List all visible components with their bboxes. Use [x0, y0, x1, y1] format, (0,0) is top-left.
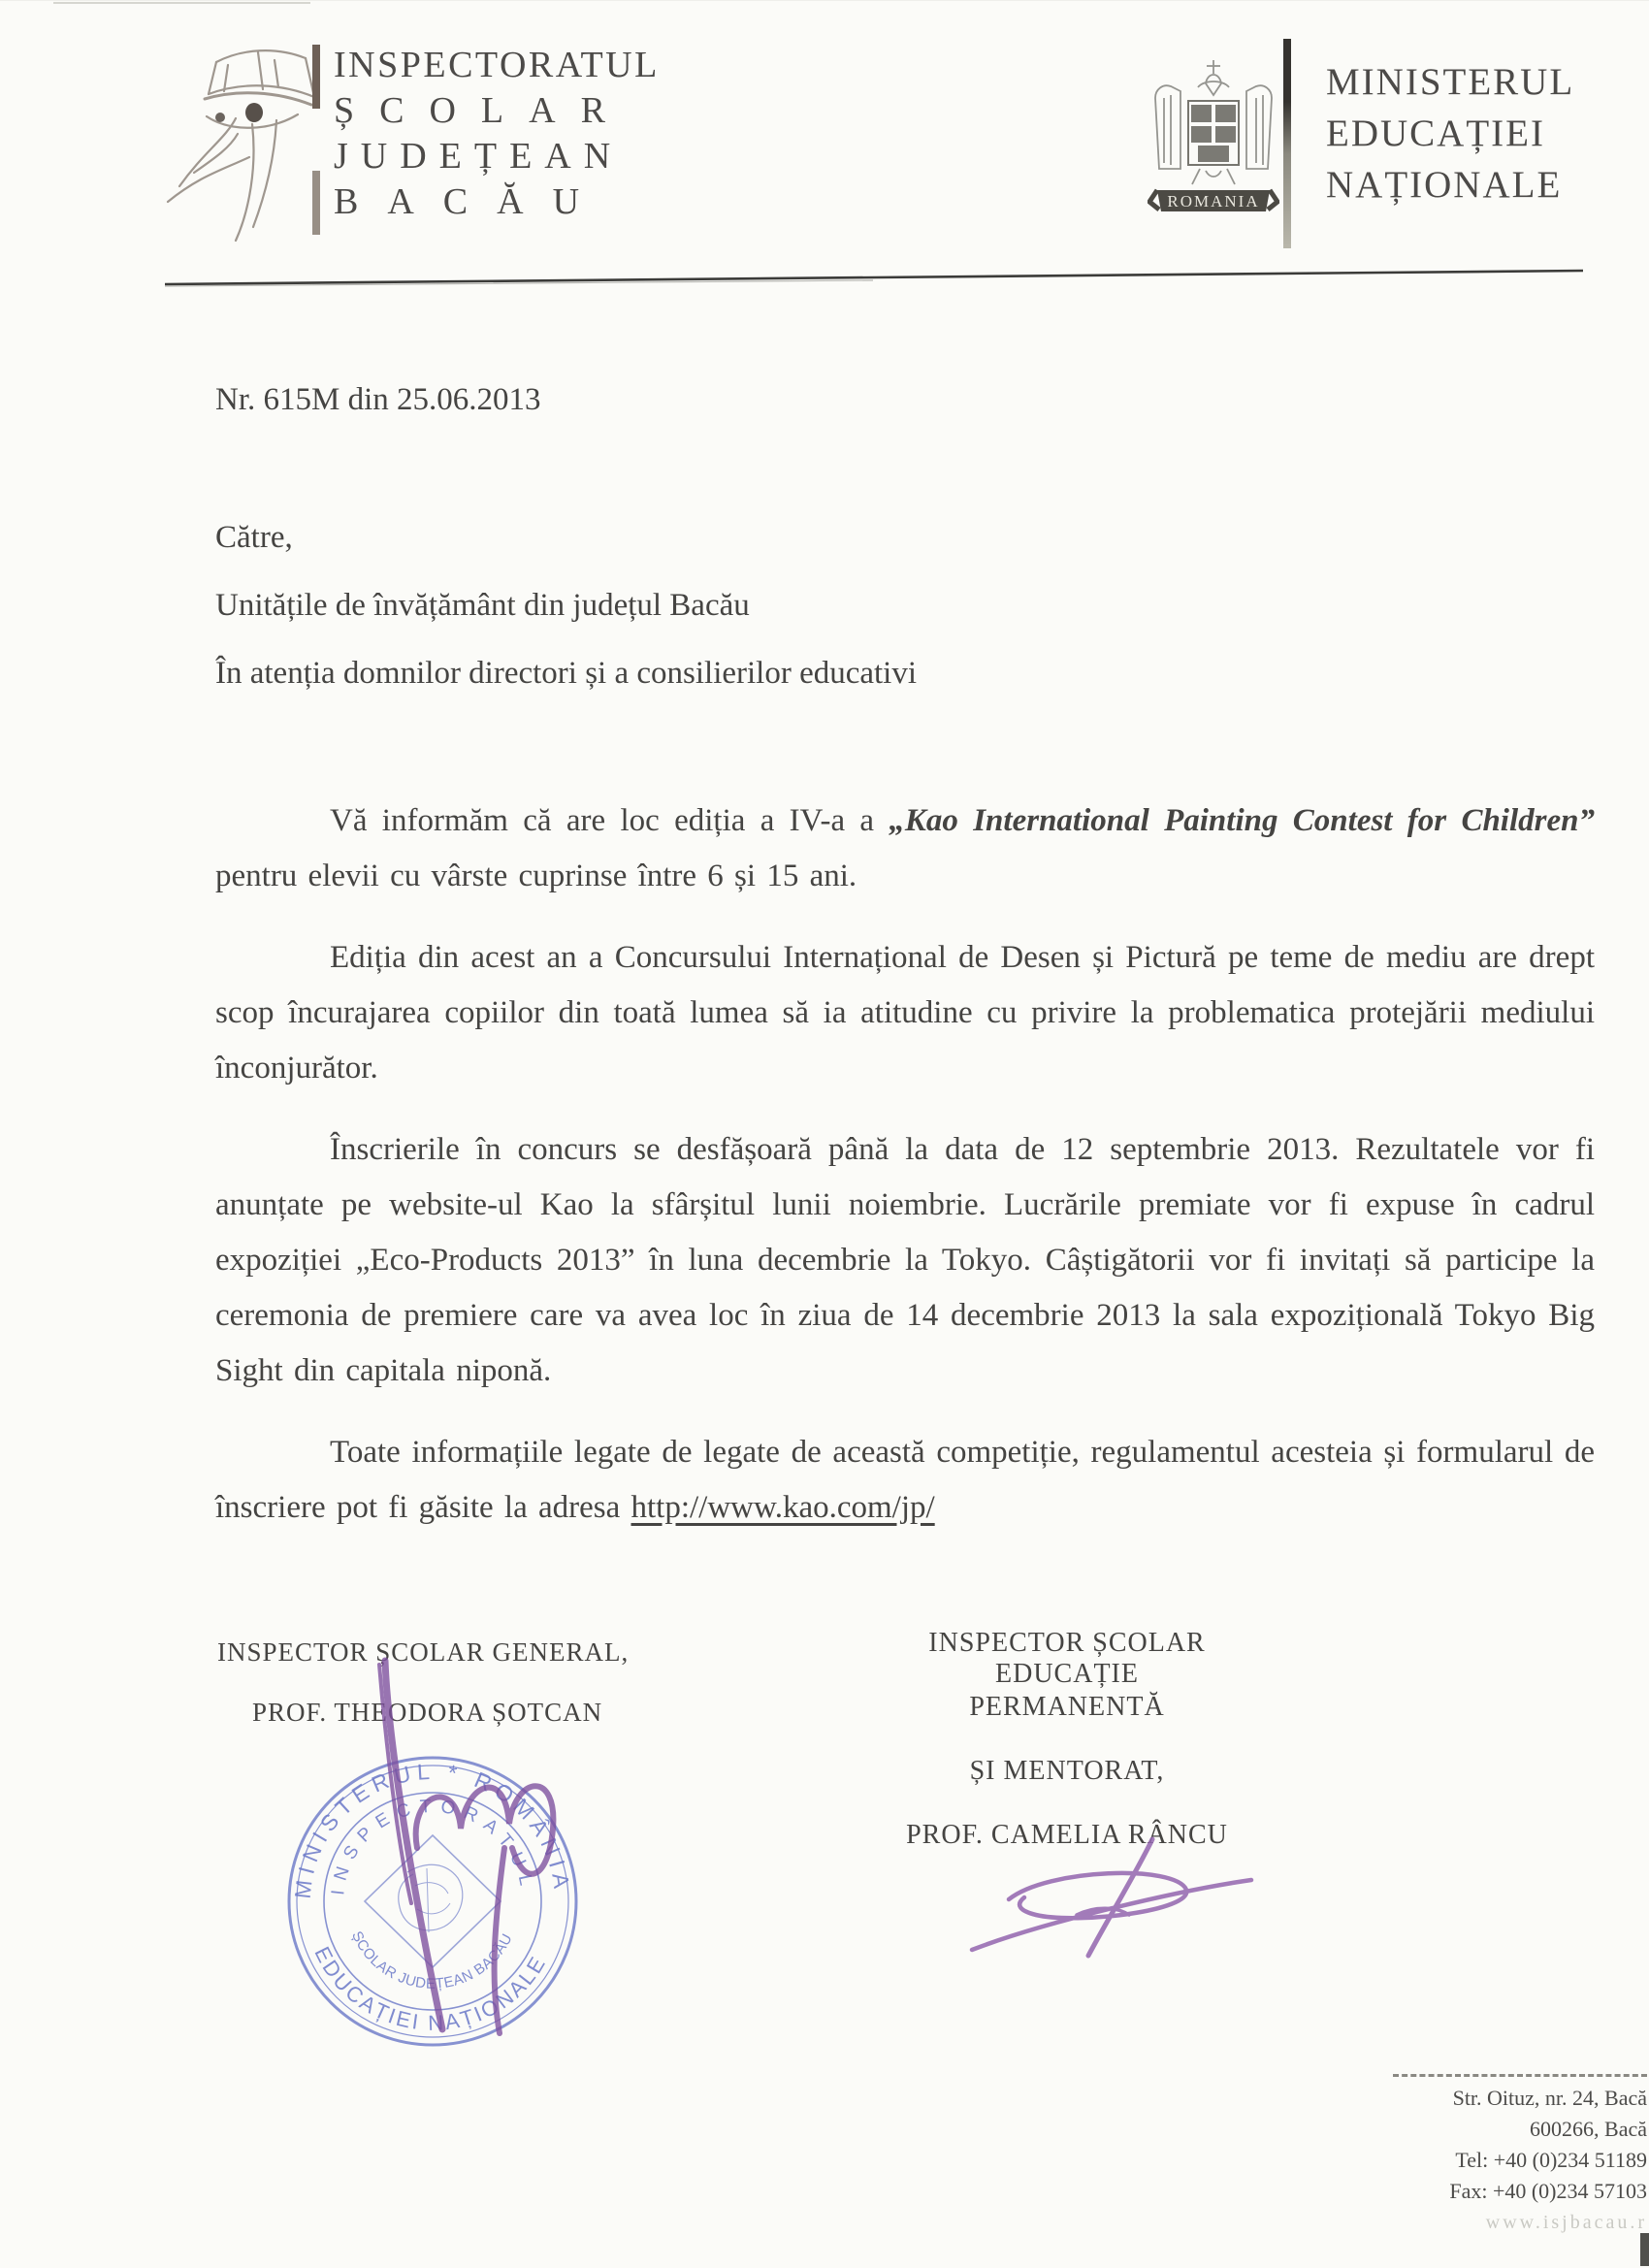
addressee-line: Unitățile de învățământ din județul Bacău — [215, 588, 750, 623]
paragraph-1-text: pentru elevii cu vârste cuprinse între 6 și 15 ani. — [215, 859, 857, 893]
footer-address-block — [1327, 2074, 1647, 2238]
inspector-education-name: PROF. CAMELIA RÂNCU — [906, 1820, 1228, 1850]
romania-coat-of-arms — [1148, 54, 1279, 227]
document-number: Nr. 615M din 25.06.2013 — [215, 382, 541, 417]
scan-artifact-top-faint — [0, 0, 1649, 1]
stamp-outer-top-text: MINISTERUL * ROMÂNIA — [289, 1758, 575, 1900]
stamp-center-emblem — [365, 1835, 501, 1967]
paragraph-3: Înscrierile în concurs se desfășoară până la data de 12 septembrie 2013. Rezultatele vor fi anunțate pe website-ul Kao la sfârșitul lunii noiembrie. Lucrările premiate vor fi expuse în cadrul expoziției „Eco-Products 2013” în luna decembrie la Tokyo. Câștigătorii vor fi invitați să participe la ceremonia de premiere care va avea loc în ziua de 14 decembrie 2013 la sala expozițională Tokyo Big Sight din capitala niponă. — [215, 1132, 1595, 1388]
salutation: Către, — [215, 520, 293, 555]
paragraph-1 — [215, 794, 1595, 904]
romania-banner-label: ROMANIA — [1167, 192, 1260, 211]
footer-postcode: 600266, Bacă — [1530, 2117, 1647, 2141]
stamp-outer-bottom-text: EDUCAȚIEI NAȚIONALE — [309, 1942, 552, 2036]
inspector-education-title-line: INSPECTOR ȘCOLAR EDUCAȚIE — [928, 1628, 1206, 1689]
ministry-separator-bar — [1283, 39, 1291, 248]
stamp-inner-top-text: INSPECTORATUL — [328, 1796, 537, 1896]
logo-separator-bar-top — [312, 45, 320, 109]
inspectorate-name-line: JUDEȚEAN — [334, 136, 624, 177]
logo-separator-bar-bottom — [312, 171, 320, 235]
addressee-block — [215, 520, 917, 724]
footer-website: www.isjbacau.r — [1485, 2212, 1647, 2233]
header-divider-line — [0, 252, 1649, 296]
footer-street: Str. Oituz, nr. 24, Bacă — [1452, 2086, 1647, 2110]
inspector-general-name: PROF. THEODORA ȘOTCAN — [252, 1698, 603, 1727]
footer-fax: Fax: +40 (0)234 57103 — [1449, 2179, 1647, 2203]
paragraph-1-text: Vă informăm că are loc ediția a IV-a a — [330, 803, 889, 838]
inspector-general-title: INSPECTOR ȘCOLAR GENERAL, — [217, 1637, 630, 1667]
paragraph-4-text: Toate informațiile legate de legate de această competiție, regulamentul acesteia și formularul de înscriere pot fi găsite la adresa — [215, 1435, 1595, 1525]
paragraph-4 — [215, 1425, 1595, 1536]
contest-name-emphasis: „Kao International Painting Contest for Children” — [889, 803, 1595, 838]
inspectorate-logo-icon — [160, 41, 320, 249]
inspector-education-title-line: ȘI MENTORAT, — [969, 1756, 1165, 1786]
ministry-name-line: NAȚIONALE — [1326, 164, 1563, 206]
stamp-inner-bottom-text: ȘCOLAR JUDEȚEAN BACĂU — [347, 1928, 517, 1993]
inspectorate-name-line: ȘCOLAR — [334, 90, 630, 131]
letter-body — [215, 794, 1595, 1562]
ministry-name — [1326, 56, 1574, 211]
ministry-name-line: EDUCAȚIEI — [1326, 113, 1545, 154]
official-round-stamp — [262, 1649, 630, 2081]
scan-artifact-top-line — [53, 2, 310, 4]
footer-phone: Tel: +40 (0)234 51189 — [1455, 2148, 1647, 2172]
scan-artifact-corner — [1640, 2233, 1649, 2266]
attention-line: În atenția domnilor directori și a consilierilor educativi — [215, 656, 918, 691]
inspector-education-title-line: PERMANENTĂ — [969, 1692, 1165, 1722]
inspectorate-name-line: INSPECTORATUL — [334, 45, 660, 85]
footer-divider-dashed — [1393, 2074, 1647, 2077]
inspectorate-name-line: BACĂU — [334, 181, 609, 222]
camelia-rancu-signature — [931, 1822, 1266, 2001]
paragraph-2: Ediția din acest an a Concursului Internațional de Desen și Pictură pe teme de mediu are drept scop încurajarea copiilor din toată lumea să ia atitudine cu privire la problematica protejării mediului înconjurător. — [215, 940, 1595, 1085]
ministry-name-line: MINISTERUL — [1326, 61, 1575, 103]
kao-url-link: http://www.kao.com/jp/ — [630, 1490, 935, 1525]
inspectorate-name — [334, 43, 660, 225]
